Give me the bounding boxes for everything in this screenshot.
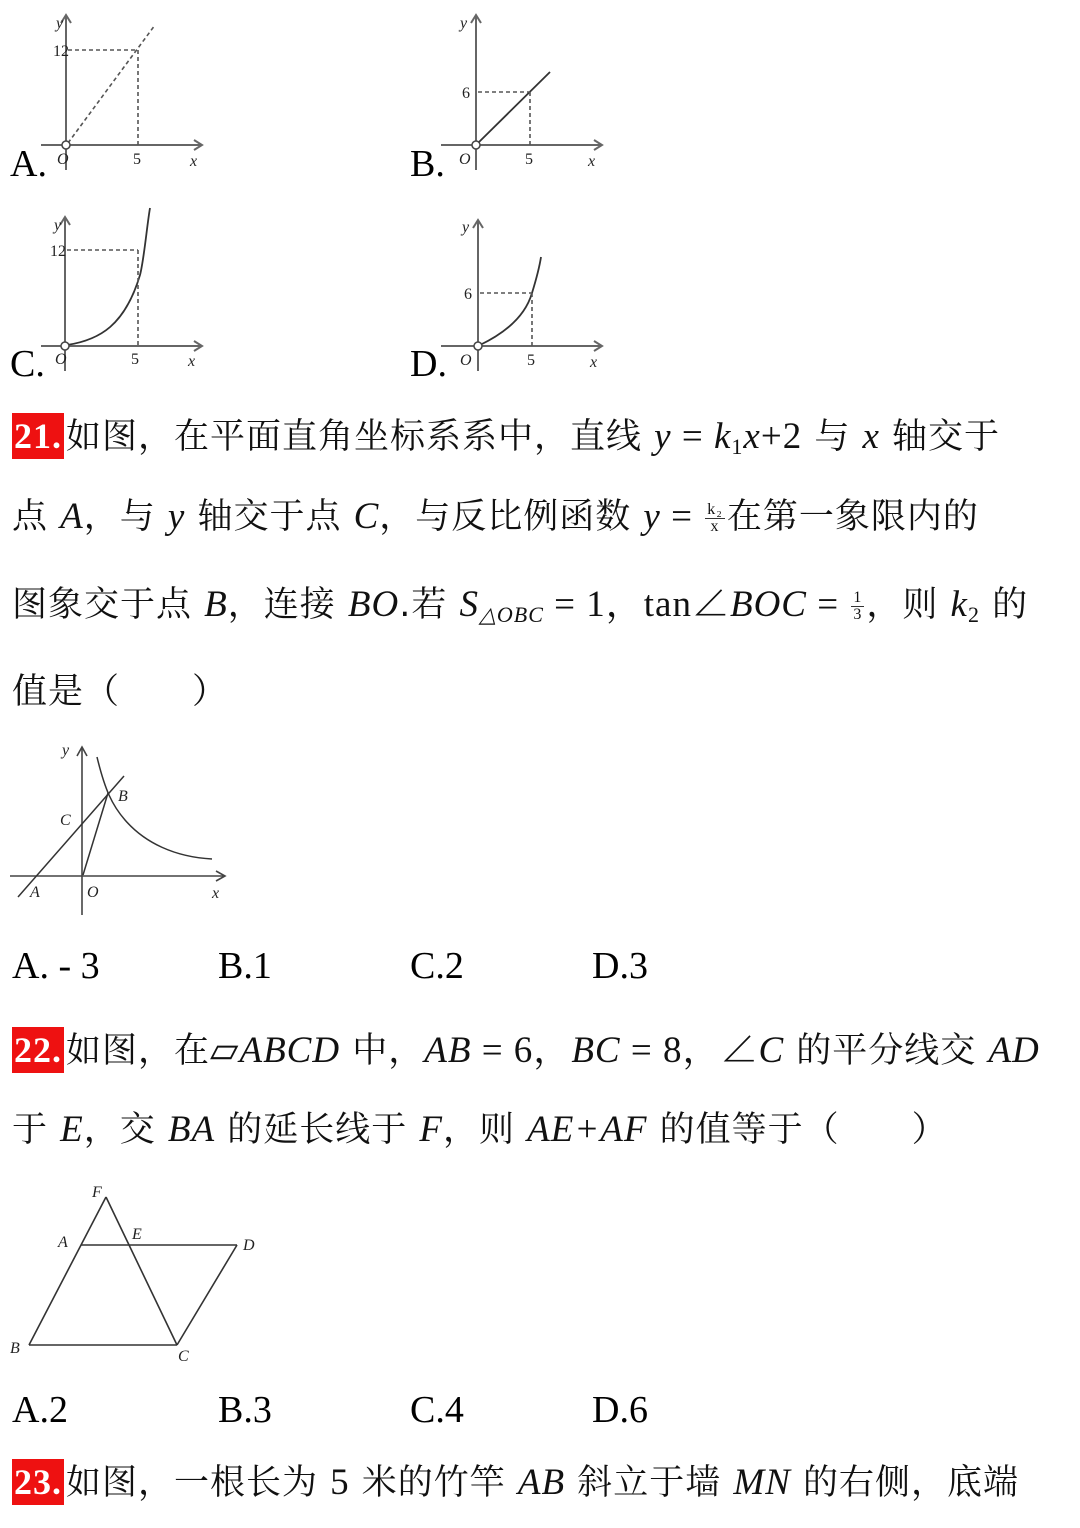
svg-text:O: O [460,352,472,369]
svg-text:B: B [10,1340,20,1357]
q21-line-2: 点 A，与 y 轴交于点 C，与反比例函数 y = $\frac{\text{k₂}}{x}$ 在第一象限内的 [12,496,979,537]
fraction-k2-over-x: $\frac{\text{k₂}}{x}$ [707,500,723,535]
option-b-label: B. [410,143,445,185]
q22-line-2: 于 E，交 BA 的延长线于 F，则 AE+AF 的值等于（ ） [12,1109,948,1150]
svg-text:A: A [30,884,40,901]
svg-text:6: 6 [462,85,470,102]
svg-text:C: C [178,1348,189,1365]
question-number-badge: 22. [12,1027,64,1073]
svg-text:x: x [188,353,196,370]
svg-text:y: y [62,742,70,759]
svg-text:x: x [212,885,220,902]
svg-text:B: B [118,788,128,805]
graph-option-c [40,205,220,380]
question-number-badge: 23. [12,1459,64,1505]
linear-dashed-graph [40,10,220,180]
svg-text:12: 12 [53,43,69,60]
svg-text:x: x [588,153,596,170]
svg-text:5: 5 [131,351,139,368]
linear-solid-graph [440,10,620,180]
q22-line-1: 22. 如图，在▱ABCD 中，AB = 6，BC = 8，∠C 的平分线交 AD [12,1027,1040,1073]
q22-choice-a[interactable]: A.2 [12,1389,68,1431]
option-c-label: C. [10,343,45,385]
svg-text:O: O [87,884,99,901]
option-d-label: D. [410,343,447,385]
svg-text:x: x [190,153,198,170]
fraction-one-third: $\frac{1}{3}$ [853,588,863,623]
q21-line-1: 21. 如图，在平面直角坐标系系中，直线 $y = k_1x+2$ 与 x 轴交于 [12,413,1000,467]
graph-option-b [440,10,620,180]
svg-text:5: 5 [525,151,533,168]
q21-choice-c[interactable]: C.2 [410,945,464,987]
graph-option-a [40,10,220,180]
svg-text:x: x [590,354,598,371]
q22-choice-d[interactable]: D.6 [592,1389,648,1431]
parallelogram-icon: ▱ [210,1030,240,1071]
svg-text:F: F [92,1184,102,1201]
svg-text:y: y [56,15,64,32]
q21-choice-b[interactable]: B.1 [218,945,272,987]
q23-line-1: 23. 如图，一根长为 5 米的竹竿 AB 斜立于墙 MN 的右侧，底端 [12,1459,1019,1505]
graph-option-d [440,205,620,380]
q22-choice-c[interactable]: C.4 [410,1389,464,1431]
svg-text:12: 12 [50,243,66,260]
question-number-badge: 21. [12,413,64,459]
svg-text:O: O [57,151,69,168]
svg-text:O: O [55,351,67,368]
svg-text:5: 5 [527,352,535,369]
svg-text:5: 5 [133,151,141,168]
q21-line-3: 图象交于点 B，连接 BO.若 $S_{\triangle OBC} = 1$，tan∠BOC = $\frac{1}{3}$ ，则 $k_2$ 的 [12,584,1029,627]
q22-choice-b[interactable]: B.3 [218,1389,272,1431]
q21-figure [0,735,260,925]
svg-text:O: O [459,151,471,168]
svg-text:D: D [243,1237,255,1254]
q21-choice-d[interactable]: D.3 [592,945,648,987]
steep-curve-graph [40,205,220,380]
svg-text:E: E [132,1226,142,1243]
svg-text:y: y [54,217,62,234]
svg-text:y: y [460,15,468,32]
svg-text:6: 6 [464,286,472,303]
q22-figure [0,1175,280,1375]
gentle-curve-graph [440,205,620,380]
option-a-label: A. [10,143,47,185]
svg-text:C: C [60,812,71,829]
q21-choice-a[interactable]: A. - 3 [12,945,100,987]
svg-text:y: y [462,219,470,236]
svg-text:A: A [58,1234,68,1251]
q21-line-4: 值是（ ） [12,672,229,712]
